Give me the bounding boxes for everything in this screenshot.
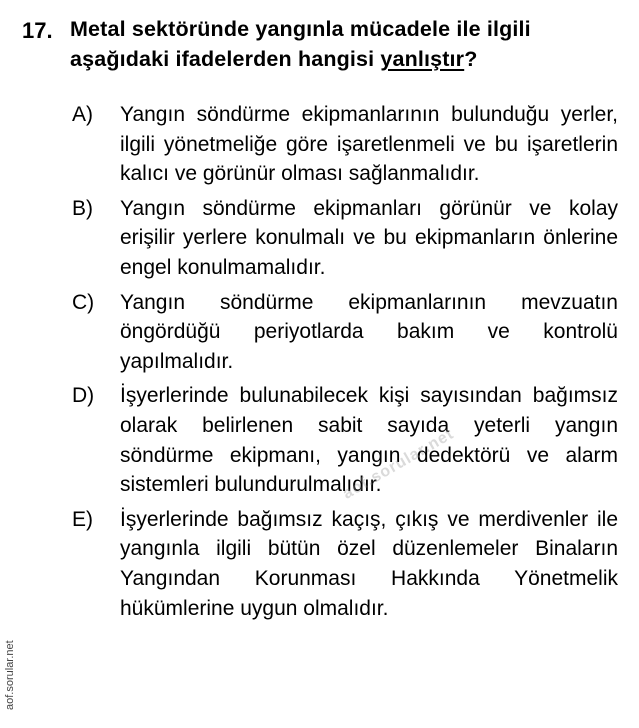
option-d[interactable] bbox=[72, 381, 618, 499]
watermark-center: aof.sorular.net bbox=[340, 425, 457, 503]
option-c[interactable] bbox=[72, 288, 618, 377]
option-text: Yangın söndürme ekipmanlarının bulunduğu yerler, ilgili yönetmeliğe göre işaretlenmeli ve bu işaretlerin kalıcı ve görünür olması sağlanmalıdır. bbox=[120, 103, 618, 186]
question-block bbox=[22, 14, 622, 74]
option-text: İşyerlerinde bağımsız kaçış, çıkış ve merdivenler ile yangınla ilgili bütün özel düzenlemeler Binaların Yangından Korunması Hakkında Yönetmelik hükümlerine uygun olmalıdır. bbox=[120, 507, 618, 620]
question-text-end: ? bbox=[464, 47, 478, 71]
question-text bbox=[70, 14, 622, 74]
option-letter: A) bbox=[72, 103, 93, 126]
option-text: Yangın söndürme ekipmanlarının mevzuatın öngördüğü periyotlarda bakım ve kontrolü yapılmalıdır. bbox=[120, 290, 618, 373]
option-e[interactable] bbox=[72, 505, 618, 623]
option-text: Yangın söndürme ekipmanları görünür ve kolay erişilir yerlere konulmalı ve bu ekipmanların önlerine engel konulmamalıdır. bbox=[120, 196, 618, 279]
question-text-main: Metal sektöründe yangınla mücadele ile ilgili aşağıdaki ifadelerden hangisi bbox=[70, 17, 531, 71]
option-b[interactable] bbox=[72, 194, 618, 283]
option-letter: C) bbox=[72, 290, 95, 314]
option-letter: D) bbox=[72, 384, 95, 408]
watermark-side: aof.sorular.net bbox=[4, 640, 16, 710]
option-letter: E) bbox=[72, 507, 93, 531]
option-letter: B) bbox=[72, 196, 93, 220]
options-list bbox=[72, 100, 618, 628]
question-number: 17. bbox=[22, 18, 53, 43]
question-text-underlined: yanlıştır bbox=[380, 47, 465, 71]
option-a[interactable] bbox=[72, 100, 618, 189]
option-text: İşyerlerinde bulunabilecek kişi sayısından bağımsız olarak belirlenen sabit sayıda yeterli yangın söndürme ekipmanı, yangın dedektörü ve alarm sistemleri bulundurulmalıdır. bbox=[120, 384, 618, 497]
